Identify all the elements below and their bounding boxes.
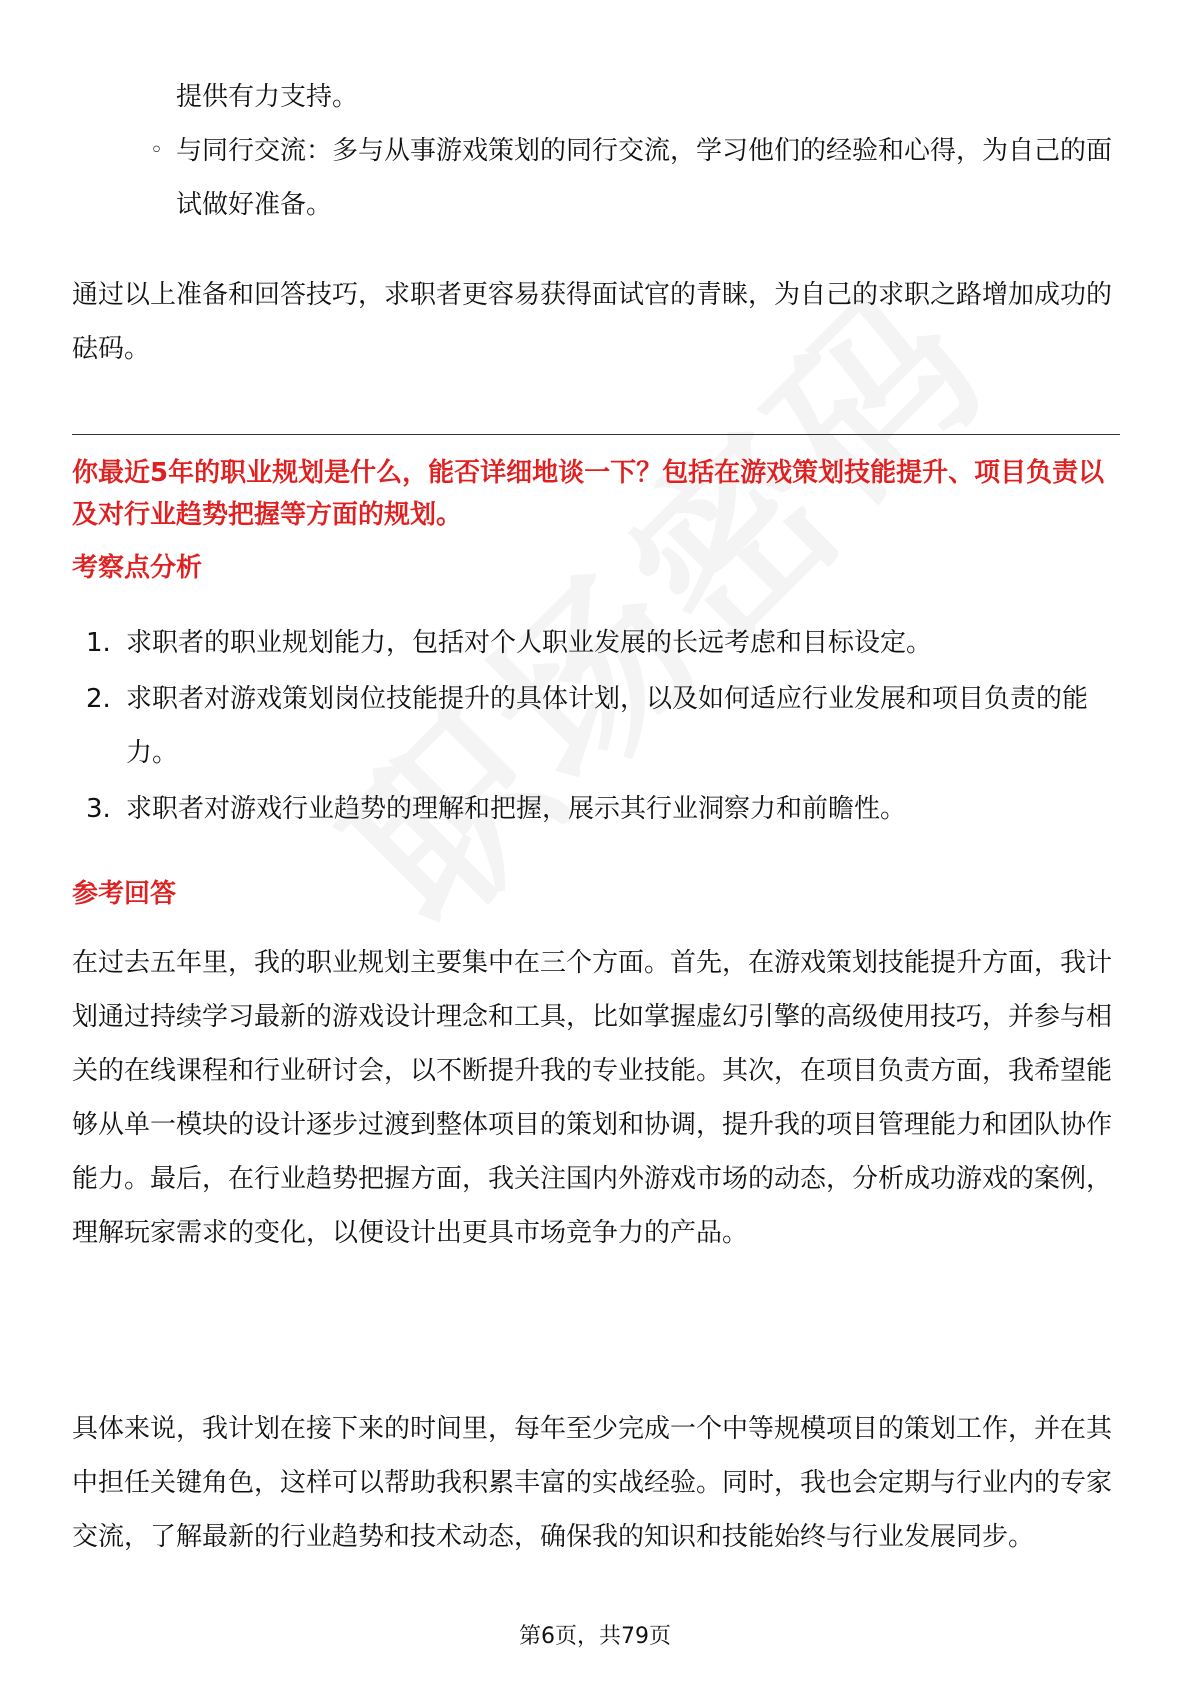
hollow-bullet-icon: ◦	[150, 138, 163, 163]
section-divider	[72, 434, 1120, 435]
interview-question: 你最近5年的职业规划是什么，能否详细地谈一下？包括在游戏策划技能提升、项目负责以及对行业趋势把握等方面的规划。	[72, 458, 1105, 530]
list-item-text: 求职者对游戏策划岗位技能提升的具体计划，以及如何适应行业发展和项目负责的能力。	[126, 684, 1089, 768]
list-item-number: 2.	[86, 684, 111, 714]
sub-bullet-text: 与同行交流：多与从事游戏策划的同行交流，学习他们的经验和心得，为自己的面试做好准备。	[176, 136, 1113, 220]
answer-paragraph: 在过去五年里，我的职业规划主要集中在三个方面。首先，在游戏策划技能提升方面，我计划通过持续学习最新的游戏设计理念和工具，比如掌握虚幻引擎的高级使用技巧，并参与相关的在线课程和行业研讨会，以不断提升我的专业技能。其次，在项目负责方面，我希望能够从单一模块的设计逐步过渡到整体项目的策划和协调，提升我的项目管理能力和团队协作能力。最后，在行业趋势把握方面，我关注国内外游戏市场的动态，分析成功游戏的案例，理解玩家需求的变化，以便设计出更具市场竞争力的产品。	[72, 948, 1113, 1248]
analysis-heading: 考察点分析	[72, 553, 203, 583]
list-item-number: 3.	[86, 794, 111, 824]
list-item-number: 1.	[86, 628, 111, 658]
list-item-text: 求职者的职业规划能力，包括对个人职业发展的长远考虑和目标设定。	[126, 628, 933, 658]
list-item	[72, 616, 1120, 670]
answer-paragraph: 具体来说，我计划在接下来的时间里，每年至少完成一个中等规模项目的策划工作，并在其中担任关键角色，这样可以帮助我积累丰富的实战经验。同时，我也会定期与行业内的专家交流，了解最新的行业趋势和技术动态，确保我的知识和技能始终与行业发展同步。	[72, 1414, 1113, 1552]
summary-paragraph: 通过以上准备和回答技巧，求职者更容易获得面试官的青睐，为自己的求职之路增加成功的砝码。	[72, 280, 1113, 364]
list-item	[72, 782, 1120, 836]
analysis-list	[72, 616, 1120, 838]
sub-bullet-item	[150, 124, 1120, 232]
list-item-text: 求职者对游戏行业趋势的理解和把握，展示其行业洞察力和前瞻性。	[126, 794, 907, 824]
previous-item-continuation: 提供有力支持。	[176, 82, 359, 112]
list-item	[72, 672, 1120, 780]
page-number: 第6页，共79页	[519, 1624, 671, 1649]
answer-heading: 参考回答	[72, 879, 177, 909]
